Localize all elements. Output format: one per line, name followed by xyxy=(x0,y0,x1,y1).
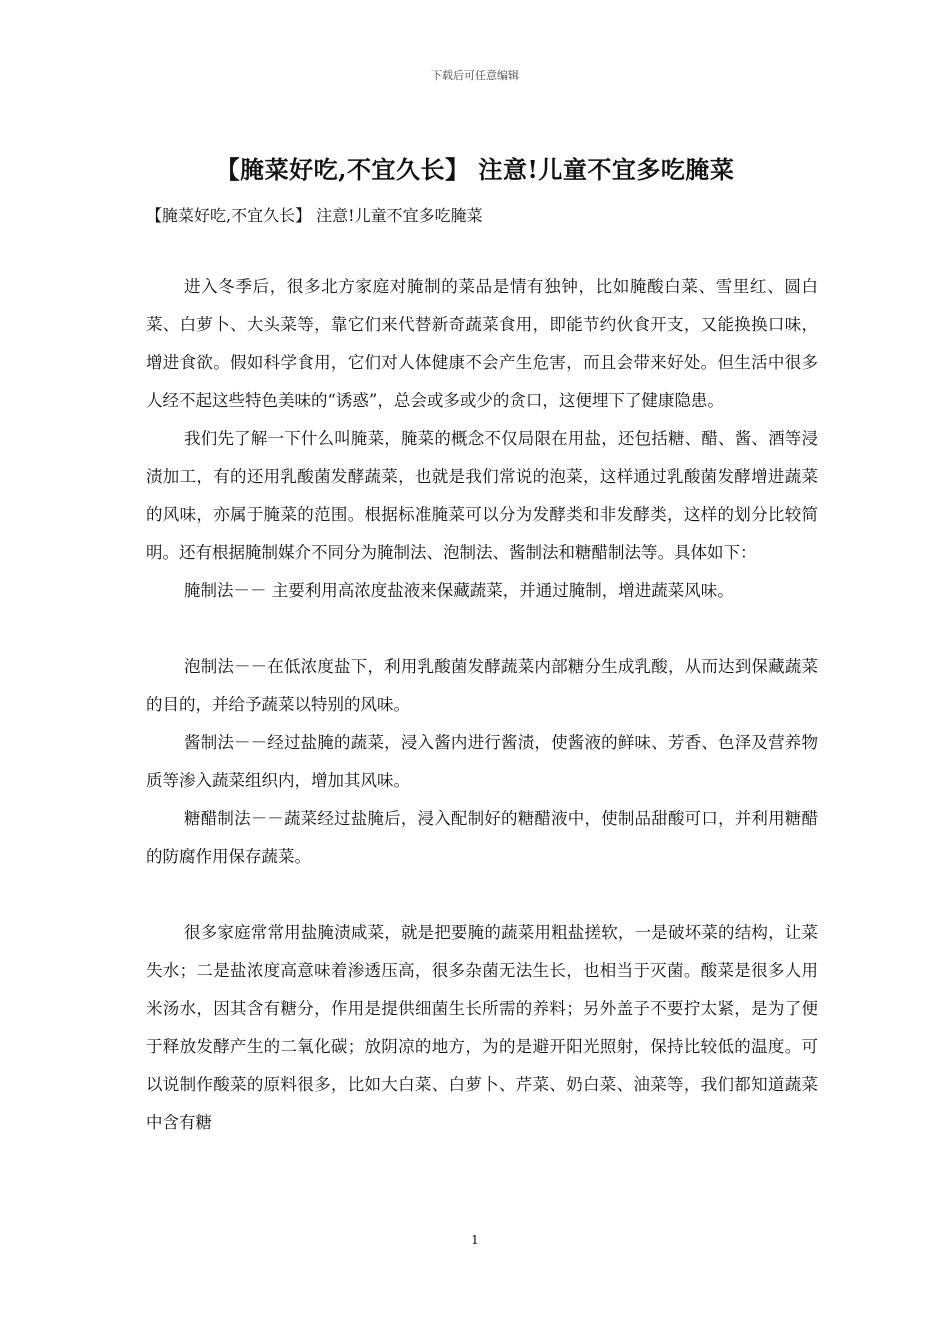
paragraph-definition: 我们先了解一下什么叫腌菜，腌菜的概念不仅局限在用盐，还包括糖、醋、酱、酒等浸渍加工，有的还用乳酸菌发酵蔬菜，也就是我们常说的泡菜，这样通过乳酸菌发酵增进蔬菜的风味，亦属于腌菜的范围。根据标准腌菜可以分为发酵类和非发酵类，这样的划分比较简明。还有根据腌制媒介不同分为腌制法、泡制法、酱制法和糖醋制法等。具体如下： xyxy=(146,429,818,562)
paragraph-intro: 进入冬季后，很多北方家庭对腌制的菜品是情有独钟，比如腌酸白菜、雪里红、圆白菜、白萝卜、大头菜等，靠它们来代替新奇蔬菜食用，即能节约伙食开支，又能换换口味，增进食欲。假如科学食用，它们对人体健康不会产生危害，而且会带来好处。但生活中很多人经不起这些特色美味的“诱惑”，总会或多或少的贪口，这便埋下了健康隐患。 xyxy=(146,277,818,410)
paragraph-method-sauce: 酱制法－－经过盐腌的蔬菜，浸入酱内进行酱渍，使酱液的鲜味、芳香、色泽及营养物质等渗入蔬菜组织内，增加其风味。 xyxy=(146,733,818,790)
paragraph-home-practice: 很多家庭常常用盐腌渍咸菜，就是把要腌的蔬菜用粗盐搓软，一是破坏菜的结构，让菜失水；二是盐浓度高意味着渗透压高，很多杂菌无法生长，也相当于灭菌。酸菜是很多人用米汤水，因其含有糖分，作用是提供细菌生长所需的养料；另外盖子不要拧太紧，是为了便于释放发酵产生的二氧化碳；放阴凉的地方，为的是避开阳光照射，保持比较低的温度。可以说制作酸菜的原料很多，比如大白菜、白萝卜、芹菜、奶白菜、油菜等，我们都知道蔬菜中含有糖 xyxy=(146,923,818,1132)
page-title: 【腌菜好吃,不宜久长】 注意!儿童不宜多吃腌菜 xyxy=(215,155,735,184)
article-body xyxy=(146,268,818,1142)
paragraph-gap xyxy=(146,876,818,914)
paragraph-method-sweet-sour: 糖醋制法－－蔬菜经过盐腌后，浸入配制好的糖醋液中，使制品甜酸可口，并利用糖醋的防腐作用保存蔬菜。 xyxy=(146,809,818,866)
page-subtitle: 【腌菜好吃,不宜久长】 注意!儿童不宜多吃腌菜 xyxy=(146,206,483,225)
paragraph-method-pickling: 泡制法－－在低浓度盐下，利用乳酸菌发酵蔬菜内部糖分生成乳酸，从而达到保藏蔬菜的目的，并给予蔬菜以特别的风味。 xyxy=(146,657,818,714)
paragraph-method-salting: 腌制法－－ 主要利用高浓度盐液来保藏蔬菜，并通过腌制，增进蔬菜风味。 xyxy=(184,581,734,600)
page-header-note: 下载后可任意编辑 xyxy=(431,69,519,82)
paragraph-gap xyxy=(146,610,818,648)
page-number: 1 xyxy=(471,1233,479,1247)
